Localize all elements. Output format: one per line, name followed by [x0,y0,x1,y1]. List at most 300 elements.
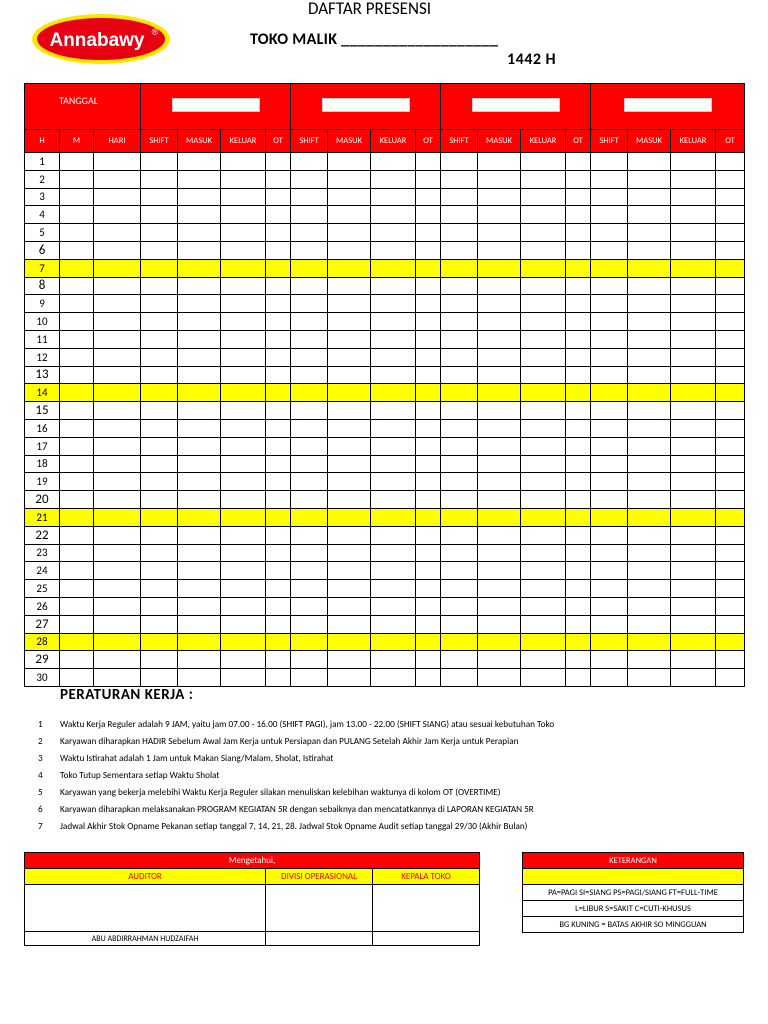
attendance-cell[interactable] [416,295,441,313]
attendance-cell[interactable] [291,330,328,348]
date-input-box[interactable] [624,98,712,112]
attendance-cell[interactable] [591,153,628,171]
attendance-cell[interactable] [716,526,745,544]
attendance-cell[interactable] [178,580,221,598]
attendance-cell[interactable] [716,597,745,615]
attendance-cell[interactable] [671,419,716,437]
attendance-cell[interactable] [716,615,745,633]
attendance-cell[interactable] [441,669,478,687]
attendance-cell[interactable] [178,633,221,651]
attendance-cell[interactable] [94,669,141,687]
attendance-cell[interactable] [291,259,328,277]
attendance-cell[interactable] [478,473,521,491]
attendance-cell[interactable] [521,633,566,651]
attendance-cell[interactable] [94,508,141,526]
attendance-cell[interactable] [141,259,178,277]
attendance-cell[interactable] [416,259,441,277]
attendance-cell[interactable] [291,526,328,544]
attendance-cell[interactable] [178,669,221,687]
attendance-cell[interactable] [478,437,521,455]
attendance-cell[interactable] [716,348,745,366]
attendance-cell[interactable] [371,241,416,259]
attendance-cell[interactable] [328,188,371,206]
attendance-cell[interactable] [371,402,416,420]
attendance-cell[interactable] [371,633,416,651]
attendance-cell[interactable] [478,651,521,669]
attendance-cell[interactable] [671,402,716,420]
attendance-cell[interactable] [328,615,371,633]
attendance-cell[interactable] [141,384,178,402]
attendance-cell[interactable] [671,348,716,366]
attendance-cell[interactable] [60,508,94,526]
attendance-cell[interactable] [591,206,628,224]
attendance-cell[interactable] [566,384,591,402]
attendance-cell[interactable] [416,366,441,384]
attendance-cell[interactable] [416,277,441,295]
attendance-cell[interactable] [566,597,591,615]
attendance-cell[interactable] [628,651,671,669]
attendance-cell[interactable] [521,669,566,687]
attendance-cell[interactable] [478,224,521,242]
attendance-cell[interactable] [141,455,178,473]
attendance-cell[interactable] [478,241,521,259]
attendance-cell[interactable] [716,153,745,171]
attendance-cell[interactable] [60,544,94,562]
attendance-cell[interactable] [178,562,221,580]
attendance-cell[interactable] [478,419,521,437]
attendance-cell[interactable] [591,419,628,437]
attendance-cell[interactable] [416,402,441,420]
attendance-cell[interactable] [291,508,328,526]
attendance-cell[interactable] [628,419,671,437]
attendance-cell[interactable] [141,313,178,331]
attendance-cell[interactable] [178,526,221,544]
attendance-cell[interactable] [221,455,266,473]
attendance-cell[interactable] [628,615,671,633]
date-input-box[interactable] [322,98,410,112]
attendance-cell[interactable] [60,366,94,384]
auditor-signature-space[interactable] [25,885,266,932]
attendance-cell[interactable] [441,153,478,171]
divisi-name-cell[interactable] [266,932,373,946]
attendance-cell[interactable] [591,295,628,313]
attendance-cell[interactable] [178,206,221,224]
attendance-cell[interactable] [178,330,221,348]
attendance-cell[interactable] [371,188,416,206]
attendance-cell[interactable] [591,633,628,651]
attendance-cell[interactable] [328,170,371,188]
attendance-cell[interactable] [716,491,745,509]
attendance-cell[interactable] [60,651,94,669]
attendance-cell[interactable] [628,544,671,562]
attendance-cell[interactable] [266,615,291,633]
attendance-cell[interactable] [371,597,416,615]
attendance-cell[interactable] [478,402,521,420]
attendance-cell[interactable] [60,455,94,473]
attendance-cell[interactable] [478,633,521,651]
attendance-cell[interactable] [371,473,416,491]
attendance-cell[interactable] [266,455,291,473]
attendance-cell[interactable] [328,402,371,420]
attendance-cell[interactable] [441,455,478,473]
attendance-cell[interactable] [521,348,566,366]
attendance-cell[interactable] [328,348,371,366]
attendance-cell[interactable] [178,259,221,277]
attendance-cell[interactable] [566,153,591,171]
attendance-cell[interactable] [716,473,745,491]
attendance-cell[interactable] [521,330,566,348]
attendance-cell[interactable] [566,330,591,348]
attendance-cell[interactable] [94,597,141,615]
attendance-cell[interactable] [94,402,141,420]
attendance-cell[interactable] [371,526,416,544]
attendance-cell[interactable] [178,295,221,313]
attendance-cell[interactable] [521,544,566,562]
attendance-cell[interactable] [60,330,94,348]
attendance-cell[interactable] [671,330,716,348]
attendance-cell[interactable] [671,508,716,526]
attendance-cell[interactable] [671,491,716,509]
attendance-cell[interactable] [521,580,566,598]
attendance-cell[interactable] [416,241,441,259]
attendance-cell[interactable] [94,633,141,651]
attendance-cell[interactable] [178,491,221,509]
attendance-cell[interactable] [628,153,671,171]
attendance-cell[interactable] [328,259,371,277]
attendance-cell[interactable] [441,544,478,562]
attendance-cell[interactable] [441,206,478,224]
attendance-cell[interactable] [671,259,716,277]
attendance-cell[interactable] [291,295,328,313]
attendance-cell[interactable] [716,651,745,669]
attendance-cell[interactable] [221,153,266,171]
attendance-cell[interactable] [221,188,266,206]
attendance-cell[interactable] [521,597,566,615]
attendance-cell[interactable] [628,170,671,188]
attendance-cell[interactable] [371,651,416,669]
attendance-cell[interactable] [566,651,591,669]
kepala-name-cell[interactable] [373,932,480,946]
attendance-cell[interactable] [94,437,141,455]
attendance-cell[interactable] [521,419,566,437]
attendance-cell[interactable] [60,669,94,687]
attendance-cell[interactable] [566,544,591,562]
attendance-cell[interactable] [671,562,716,580]
attendance-cell[interactable] [671,580,716,598]
attendance-cell[interactable] [328,313,371,331]
attendance-cell[interactable] [521,277,566,295]
attendance-cell[interactable] [221,295,266,313]
attendance-cell[interactable] [416,562,441,580]
attendance-cell[interactable] [94,259,141,277]
attendance-cell[interactable] [328,473,371,491]
attendance-cell[interactable] [60,277,94,295]
attendance-cell[interactable] [566,615,591,633]
divisi-signature-space[interactable] [266,885,373,932]
attendance-cell[interactable] [178,313,221,331]
attendance-cell[interactable] [221,313,266,331]
attendance-cell[interactable] [221,366,266,384]
attendance-cell[interactable] [591,491,628,509]
attendance-cell[interactable] [291,241,328,259]
attendance-cell[interactable] [266,562,291,580]
attendance-cell[interactable] [441,295,478,313]
attendance-cell[interactable] [266,366,291,384]
attendance-cell[interactable] [291,669,328,687]
attendance-cell[interactable] [441,651,478,669]
attendance-cell[interactable] [441,330,478,348]
attendance-cell[interactable] [178,170,221,188]
attendance-cell[interactable] [328,669,371,687]
attendance-cell[interactable] [328,562,371,580]
attendance-cell[interactable] [178,224,221,242]
attendance-cell[interactable] [60,313,94,331]
attendance-cell[interactable] [371,669,416,687]
attendance-cell[interactable] [291,170,328,188]
attendance-cell[interactable] [371,366,416,384]
attendance-cell[interactable] [291,384,328,402]
attendance-cell[interactable] [591,455,628,473]
attendance-cell[interactable] [291,455,328,473]
attendance-cell[interactable] [628,437,671,455]
attendance-cell[interactable] [178,348,221,366]
attendance-cell[interactable] [671,473,716,491]
attendance-cell[interactable] [221,224,266,242]
attendance-cell[interactable] [716,455,745,473]
attendance-cell[interactable] [441,188,478,206]
attendance-cell[interactable] [141,669,178,687]
attendance-cell[interactable] [266,633,291,651]
attendance-cell[interactable] [60,402,94,420]
attendance-cell[interactable] [478,313,521,331]
attendance-cell[interactable] [591,580,628,598]
attendance-cell[interactable] [441,526,478,544]
attendance-cell[interactable] [591,170,628,188]
attendance-cell[interactable] [328,366,371,384]
attendance-cell[interactable] [566,526,591,544]
attendance-cell[interactable] [60,473,94,491]
attendance-cell[interactable] [441,437,478,455]
attendance-cell[interactable] [521,170,566,188]
attendance-cell[interactable] [566,402,591,420]
attendance-cell[interactable] [60,437,94,455]
attendance-cell[interactable] [141,633,178,651]
attendance-cell[interactable] [441,615,478,633]
attendance-cell[interactable] [521,188,566,206]
attendance-cell[interactable] [60,206,94,224]
attendance-cell[interactable] [628,633,671,651]
attendance-cell[interactable] [478,348,521,366]
attendance-cell[interactable] [141,526,178,544]
attendance-cell[interactable] [441,508,478,526]
attendance-cell[interactable] [371,170,416,188]
attendance-cell[interactable] [716,384,745,402]
attendance-cell[interactable] [716,241,745,259]
attendance-cell[interactable] [566,669,591,687]
attendance-cell[interactable] [221,277,266,295]
attendance-cell[interactable] [716,419,745,437]
attendance-cell[interactable] [416,669,441,687]
attendance-cell[interactable] [266,384,291,402]
attendance-cell[interactable] [478,170,521,188]
attendance-cell[interactable] [441,491,478,509]
attendance-cell[interactable] [521,313,566,331]
attendance-cell[interactable] [141,597,178,615]
attendance-cell[interactable] [60,633,94,651]
attendance-cell[interactable] [478,580,521,598]
attendance-cell[interactable] [266,419,291,437]
attendance-cell[interactable] [266,402,291,420]
attendance-cell[interactable] [221,508,266,526]
attendance-cell[interactable] [716,437,745,455]
attendance-cell[interactable] [416,188,441,206]
attendance-cell[interactable] [416,170,441,188]
attendance-cell[interactable] [628,562,671,580]
attendance-cell[interactable] [566,224,591,242]
attendance-cell[interactable] [266,188,291,206]
attendance-cell[interactable] [478,259,521,277]
attendance-cell[interactable] [478,295,521,313]
attendance-cell[interactable] [591,473,628,491]
attendance-cell[interactable] [591,526,628,544]
attendance-cell[interactable] [416,206,441,224]
attendance-cell[interactable] [221,615,266,633]
attendance-cell[interactable] [221,348,266,366]
attendance-cell[interactable] [416,508,441,526]
attendance-cell[interactable] [416,526,441,544]
attendance-cell[interactable] [628,348,671,366]
attendance-cell[interactable] [94,491,141,509]
attendance-cell[interactable] [221,491,266,509]
attendance-cell[interactable] [371,330,416,348]
attendance-cell[interactable] [328,508,371,526]
attendance-cell[interactable] [328,295,371,313]
attendance-cell[interactable] [716,224,745,242]
attendance-cell[interactable] [178,188,221,206]
attendance-cell[interactable] [416,455,441,473]
attendance-cell[interactable] [60,384,94,402]
attendance-cell[interactable] [478,330,521,348]
attendance-cell[interactable] [566,419,591,437]
attendance-cell[interactable] [141,419,178,437]
attendance-cell[interactable] [221,562,266,580]
attendance-cell[interactable] [671,437,716,455]
attendance-cell[interactable] [221,580,266,598]
attendance-cell[interactable] [221,170,266,188]
attendance-cell[interactable] [441,170,478,188]
attendance-cell[interactable] [266,526,291,544]
attendance-cell[interactable] [671,206,716,224]
attendance-cell[interactable] [441,384,478,402]
attendance-cell[interactable] [141,562,178,580]
attendance-cell[interactable] [328,544,371,562]
attendance-cell[interactable] [291,313,328,331]
attendance-cell[interactable] [441,224,478,242]
attendance-cell[interactable] [521,651,566,669]
attendance-cell[interactable] [94,562,141,580]
attendance-cell[interactable] [566,580,591,598]
attendance-cell[interactable] [478,597,521,615]
attendance-cell[interactable] [441,597,478,615]
attendance-cell[interactable] [521,241,566,259]
attendance-cell[interactable] [291,491,328,509]
attendance-cell[interactable] [60,615,94,633]
attendance-cell[interactable] [178,366,221,384]
attendance-cell[interactable] [478,669,521,687]
attendance-cell[interactable] [141,615,178,633]
attendance-cell[interactable] [521,402,566,420]
attendance-cell[interactable] [266,669,291,687]
attendance-cell[interactable] [94,277,141,295]
attendance-cell[interactable] [328,580,371,598]
attendance-cell[interactable] [716,562,745,580]
attendance-cell[interactable] [591,402,628,420]
attendance-cell[interactable] [94,241,141,259]
attendance-cell[interactable] [291,277,328,295]
attendance-cell[interactable] [141,153,178,171]
attendance-cell[interactable] [416,348,441,366]
attendance-cell[interactable] [521,526,566,544]
attendance-cell[interactable] [328,241,371,259]
attendance-cell[interactable] [591,224,628,242]
attendance-cell[interactable] [371,277,416,295]
attendance-cell[interactable] [221,633,266,651]
attendance-cell[interactable] [716,544,745,562]
attendance-cell[interactable] [141,651,178,669]
attendance-cell[interactable] [141,544,178,562]
attendance-cell[interactable] [416,473,441,491]
attendance-cell[interactable] [94,206,141,224]
attendance-cell[interactable] [291,615,328,633]
attendance-cell[interactable] [94,295,141,313]
attendance-cell[interactable] [521,206,566,224]
attendance-cell[interactable] [441,473,478,491]
attendance-cell[interactable] [291,544,328,562]
attendance-cell[interactable] [94,153,141,171]
attendance-cell[interactable] [591,508,628,526]
attendance-cell[interactable] [716,330,745,348]
attendance-cell[interactable] [141,206,178,224]
attendance-cell[interactable] [94,419,141,437]
attendance-cell[interactable] [628,277,671,295]
attendance-cell[interactable] [591,366,628,384]
attendance-cell[interactable] [221,651,266,669]
attendance-cell[interactable] [94,455,141,473]
attendance-cell[interactable] [478,366,521,384]
attendance-cell[interactable] [521,259,566,277]
date-input-box[interactable] [472,98,560,112]
attendance-cell[interactable] [566,491,591,509]
attendance-cell[interactable] [266,259,291,277]
attendance-cell[interactable] [60,153,94,171]
attendance-cell[interactable] [671,366,716,384]
attendance-cell[interactable] [671,277,716,295]
attendance-cell[interactable] [566,170,591,188]
attendance-cell[interactable] [478,526,521,544]
attendance-cell[interactable] [591,651,628,669]
attendance-cell[interactable] [141,402,178,420]
attendance-cell[interactable] [266,597,291,615]
attendance-cell[interactable] [628,491,671,509]
attendance-cell[interactable] [441,241,478,259]
attendance-cell[interactable] [521,491,566,509]
attendance-cell[interactable] [591,188,628,206]
attendance-cell[interactable] [478,188,521,206]
attendance-cell[interactable] [291,419,328,437]
attendance-cell[interactable] [671,455,716,473]
attendance-cell[interactable] [566,366,591,384]
attendance-cell[interactable] [478,455,521,473]
